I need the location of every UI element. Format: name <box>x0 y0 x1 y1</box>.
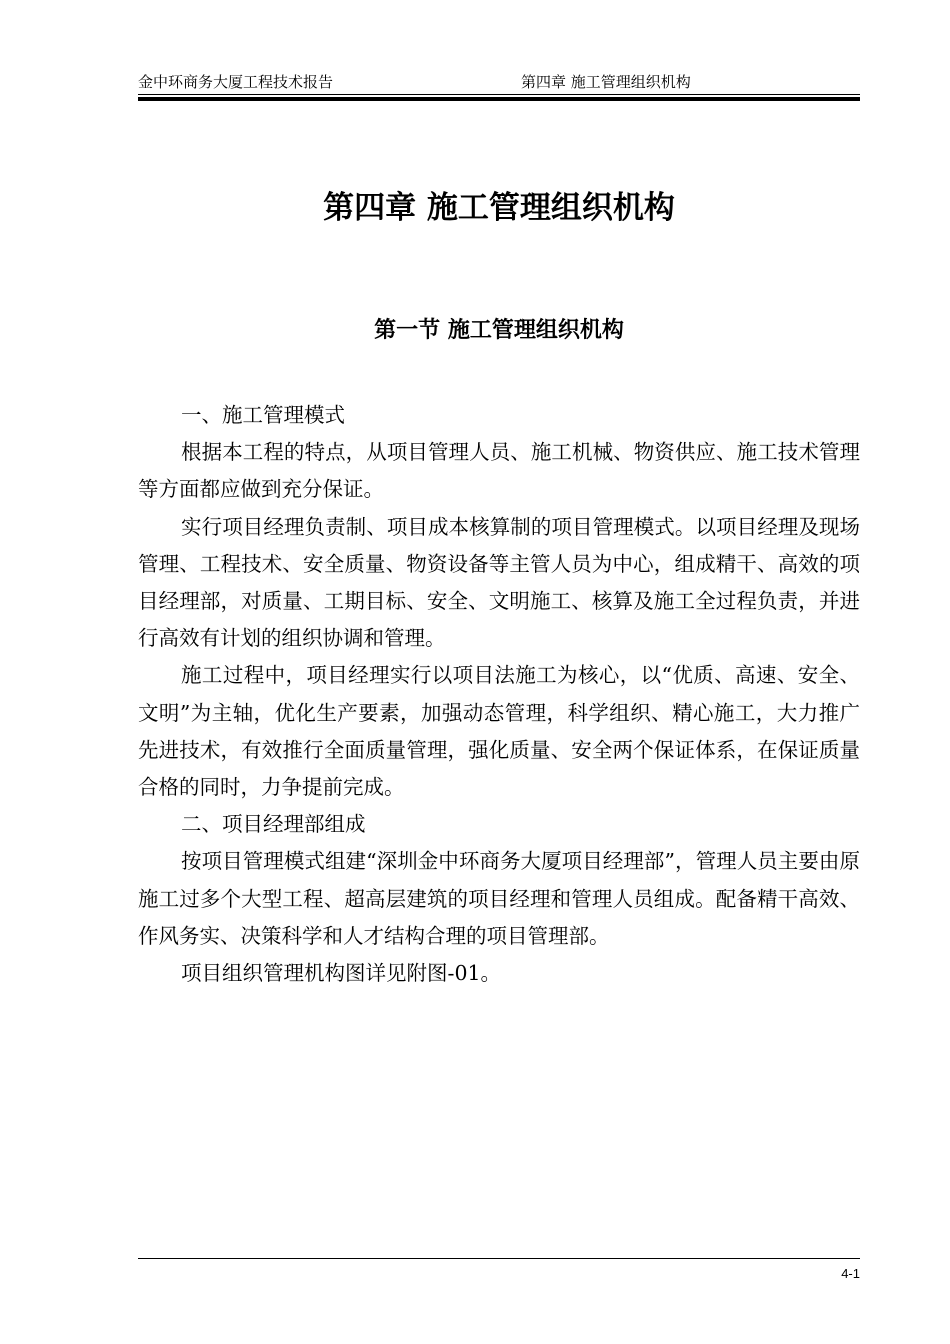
footer-divider <box>138 1258 860 1259</box>
paragraph: 按项目管理模式组建“深圳金中环商务大厦项目经理部”，管理人员主要由原施工过多个大型工程、超高层建筑的项目经理和管理人员组成。配备精干高效、作风务实、决策科学和人才结构合理的项目管理部。 <box>138 849 860 948</box>
paragraph: 施工过程中，项目经理实行以项目法施工为核心，以“优质、高速、安全、文明”为主轴，优化生产要素，加强动态管理，科学组织、精心施工，大力推广先进技术，有效推行全面质量管理，强化质量、安全两个保证体系，在保证质量合格的同时，力争提前完成。 <box>138 663 860 800</box>
paragraph: 实行项目经理负责制、项目成本核算制的项目管理模式。以项目经理及现场管理、工程技术、安全质量、物资设备等主管人员为中心，组成精干、高效的项目经理部，对质量、工期目标、安全、文明施工、核算及施工全过程负责，并进行高效有计划的组织协调和管理。 <box>138 514 860 651</box>
header-divider-thick <box>138 97 860 101</box>
paragraph: 项目组织管理机构图详见附图-01。 <box>181 961 502 986</box>
chapter-title: 第四章 施工管理组织机构 <box>323 190 675 226</box>
section-title: 第一节 施工管理组织机构 <box>374 318 624 343</box>
header-divider-thin <box>138 94 860 95</box>
header-report-title: 金中环商务大厦工程技术报告 <box>138 73 334 91</box>
page-number: 4-1 <box>841 1266 860 1281</box>
header-chapter-title: 第四章 施工管理组织机构 <box>521 73 691 91</box>
body-text <box>138 397 860 992</box>
paragraph: 根据本工程的特点，从项目管理人员、施工机械、物资供应、施工技术管理等方面都应做到充分保证。 <box>138 440 860 502</box>
heading-management-mode: 一、施工管理模式 <box>181 403 346 427</box>
heading-project-department: 二、项目经理部组成 <box>181 812 366 837</box>
